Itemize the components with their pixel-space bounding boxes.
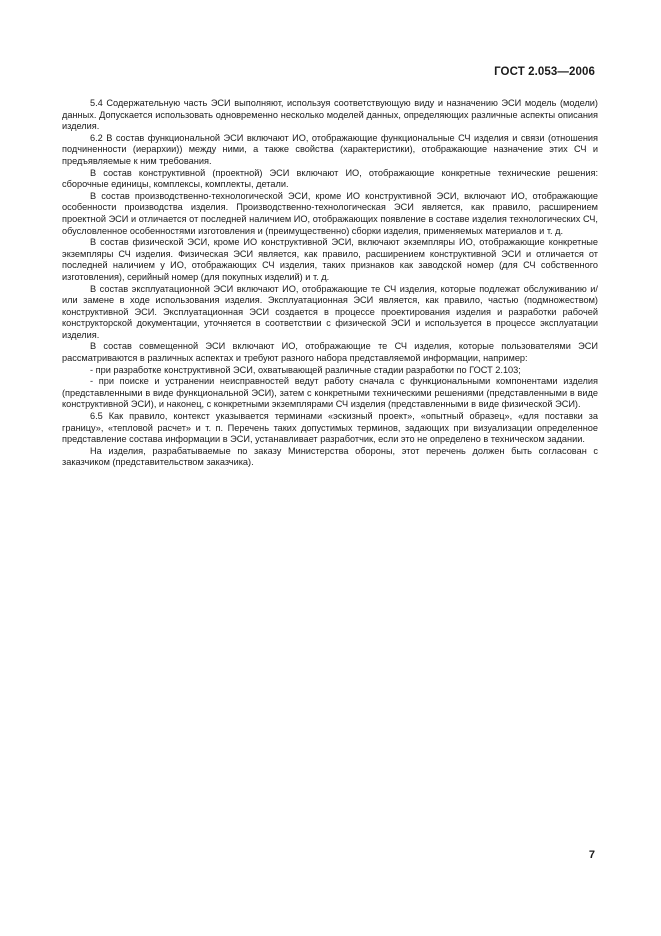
list-item-troubleshooting: - при поиске и устранении неисправностей ведут работу сначала с функциональными компонентами изделия (представленными в виде функциональной ЭСИ), затем с конкретными техническими решениями (представленными в виде конструктивной ЭСИ), и наконец, с конкретными экземплярами СЧ изделия (представленными в виде физической ЭСИ).: [62, 376, 598, 410]
page-number: 7: [588, 849, 595, 861]
paragraph-physical: В состав физической ЭСИ, кроме ИО конструктивной ЭСИ, включают экземпляры ИО, отображающие конкретные экземпляры СЧ изделия. Физическая ЭСИ является, как правило, расширением конструктивной ЭСИ и отличается от последней наличием у ИО, отображающих СЧ изделия, таких признаков как заводской номер (для СЧ собственного изготовления), серийный номер (для покупных изделий) и т. д.: [62, 237, 598, 282]
document-body: [62, 98, 598, 469]
paragraph-5-4: 5.4 Содержательную часть ЭСИ выполняют, используя соответствующую виду и назначению ЭСИ модель (модели) данных. Допускается использовать одновременно несколько моделей данных, определяющих различные аспекты описания изделия.: [62, 98, 598, 132]
list-item-development: - при разработке конструктивной ЭСИ, охватывающей различные стадии разработки по ГОСТ 2.103;: [90, 364, 521, 375]
paragraph-constructive: В состав конструктивной (проектной) ЭСИ включают ИО, отображающие конкретные технические решения: сборочные единицы, комплексы, комплекты, детали.: [62, 167, 598, 190]
document-code-header: ГОСТ 2.053—2006: [494, 66, 595, 78]
paragraph-operational: В состав эксплуатационной ЭСИ включают ИО, отображающие те СЧ изделия, которые подлежат обслуживанию и/или замене в ходе использования изделия. Эксплуатационная ЭСИ является, как правило, частью (подмножеством) конструктивной ЭСИ. Эксплуатационная ЭСИ создается в процессе проектирования изделия и разработки рабочей конструкторской документации, уточняется в соответствии с физической ЭСИ и используется в процессе эксплуатации изделия.: [62, 283, 598, 340]
paragraph-combined: В состав совмещенной ЭСИ включают ИО, отображающие те СЧ изделия, которые пользователями ЭСИ рассматриваются в различных аспектах и требуют разного набора представляемой информации, например:: [62, 341, 598, 364]
paragraph-6-2: 6.2 В состав функциональной ЭСИ включают ИО, отображающие функциональные СЧ изделия и связи (отношения подчиненности (иерархии)) между ними, а также свойства (характеристики), отображающие назначение этих СЧ и предъявляемые к ним требования.: [62, 132, 598, 166]
paragraph-production: В состав производственно-технологической ЭСИ, кроме ИО конструктивной ЭСИ, включают ИО, отображающие особенности производства изделия. Производственно-технологическая ЭСИ является, как правило, расширением проектной ЭСИ и отличается от последней наличием ИО, отображающих появление в составе изделия технологических СЧ, обусловленное особенностями изготовления и (преимущественно) сборки изделия, применяемых материалов и т. д.: [62, 190, 598, 236]
paragraph-defense-ministry: На изделия, разрабатываемые по заказу Министерства обороны, этот перечень должен быть согласован с заказчиком (представительством заказчика).: [62, 445, 598, 468]
paragraph-6-5: 6.5 Как правило, контекст указывается терминами «эскизный проект», «опытный образец», «для поставки за границу», «тепловой расчет» и т. п. Перечень таких допустимых терминов, задающих при визуализации определенное представление состава информации в ЭСИ, устанавливает разработчик, если это не определено в техническом задании.: [62, 411, 598, 445]
